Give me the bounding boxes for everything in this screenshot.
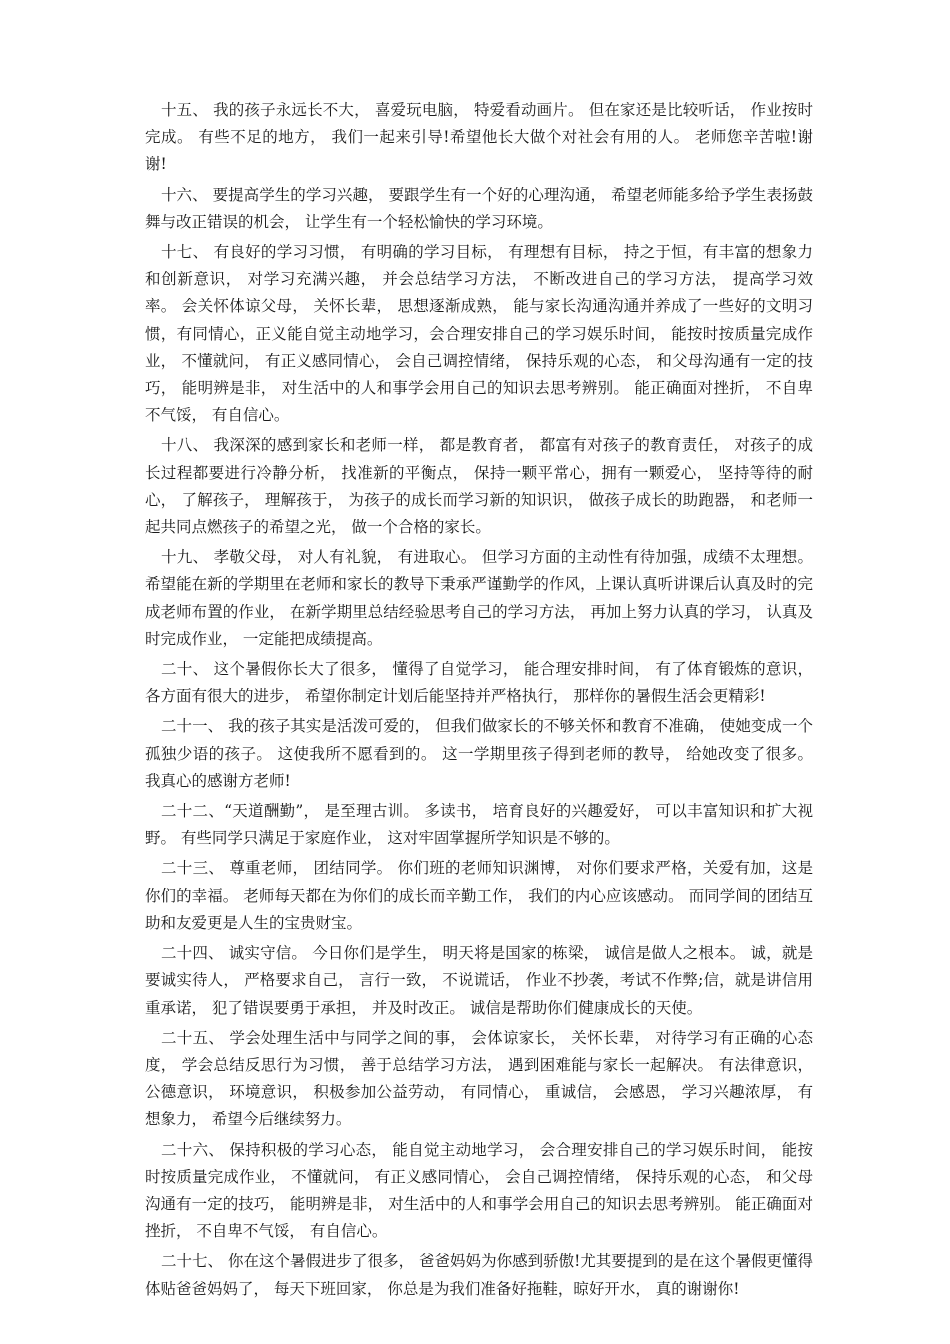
paragraph-19: 十九、 孝敬父母， 对人有礼貌， 有进取心。 但学习方面的主动性有待加强，成绩不太理想。希望能在新的学期里在老师和家长的教导下秉承严谨勤学的作风，上课认真听讲课后认真及时的完成老师布置的作业， 在新学期里总结经验思考自己的学习方法， 再加上努力认真的学习， 认真及时完成作业， 一定能把成绩提高。 [145,548,813,648]
paragraph-17: 十七、 有良好的学习习惯， 有明确的学习目标， 有理想有目标， 持之于恒，有丰富的想象力和创新意识， 对学习充满兴趣， 并会总结学习方法， 不断改进自己的学习方法， 提高学习效率。 会关怀体谅父母， 关怀长辈， 思想逐渐成熟， 能与家长沟通沟通并养成了一些好的文明习惯，有同情心，正义能自觉主动地学习，会合理安排自己的学习娱乐时间， 能按时按质量完成作业， 不懂就问， 有正义感同情心， 会自己调控情绪， 保持乐观的心态， 和父母沟通有一定的技巧， 能明辨是非， 对生活中的人和事学会用自己的知识去思考辨别。 能正确面对挫折， 不自卑不气馁， 有自信心。 [145,243,813,425]
paragraph-23: 二十三、 尊重老师， 团结同学。 你们班的老师知识渊博， 对你们要求严格，关爱有加，这是你们的幸福。 老师每天都在为你们的成长而辛勤工作， 我们的内心应该感动。 而同学间的团结互助和友爱更是人生的宝贵财宝。 [145,859,813,932]
paragraph-25: 二十五、 学会处理生活中与同学之间的事， 会体谅家长， 关怀长辈， 对待学习有正确的心态度， 学会总结反思行为习惯， 善于总结学习方法， 遇到困难能与家长一起解决。 有法律意识， 公德意识， 环境意识， 积极参加公益劳动， 有同情心， 重诚信， 会感恩， 学习兴趣浓厚， 有想象力， 希望今后继续努力。 [145,1028,813,1129]
paragraph-24: 二十四、 诚实守信。 今日你们是学生， 明天将是国家的栋梁， 诚信是做人之根本。 诚，就是要诚实待人， 严格要求自己， 言行一致， 不说谎话， 作业不抄袭，考试不作弊;信，就是讲信用重承诺， 犯了错误要勇于承担， 并及时改正。 诚信是帮助你们健康成长的天使。 [145,944,813,1017]
paragraph-27: 二十七、 你在这个暑假进步了很多， 爸爸妈妈为你感到骄傲!尤其要提到的是在这个暑假更懂得体贴爸爸妈妈了， 每天下班回家， 你总是为我们准备好拖鞋，晾好开水， 真的谢谢你! [145,1252,813,1298]
document-body [145,97,813,1306]
paragraph-18: 十八、 我深深的感到家长和老师一样， 都是教育者， 都富有对孩子的教育责任， 对孩子的成长过程都要进行冷静分析， 找准新的平衡点， 保持一颗平常心，拥有一颗爱心， 坚持等待的耐心， 了解孩子， 理解孩于， 为孩子的成长而学习新的知识识， 做孩子成长的助跑器， 和老师一起共同点燃孩子的希望之光， 做一个合格的家长。 [145,436,813,537]
paragraph-20: 二十、 这个暑假你长大了很多， 懂得了自觉学习， 能合理安排时间， 有了体育锻炼的意识， 各方面有很大的进步， 希望你制定计划后能坚持并严格执行， 那样你的暑假生活会更精彩! [145,660,813,706]
paragraph-22: 二十二、“天道酬勤”， 是至理古训。 多读书， 培育良好的兴趣爱好， 可以丰富知识和扩大视野。 有些同学只满足于家庭作业， 这对牢固掌握所学知识是不够的。 [145,802,813,848]
paragraph-21: 二十一、 我的孩子其实是活泼可爱的， 但我们做家长的不够关怀和教育不准确， 使她变成一个孤独少语的孩子。 这使我所不愿看到的。 这一学期里孩子得到老师的教导， 给她改变了很多。 我真心的感谢方老师! [145,717,813,790]
paragraph-15: 十五、 我的孩子永远长不大， 喜爱玩电脑， 特爱看动画片。 但在家还是比较听话， 作业按时完成。 有些不足的地方， 我们一起来引导!希望他长大做个对社会有用的人。 老师您辛苦啦!谢谢! [145,101,813,174]
paragraph-16: 十六、 要提高学生的学习兴趣， 要跟学生有一个好的心理沟通， 希望老师能多给予学生表扬鼓舞与改正错误的机会， 让学生有一个轻松愉快的学习环境。 [145,185,813,231]
paragraph-26: 二十六、 保持积极的学习心态， 能自觉主动地学习， 会合理安排自己的学习娱乐时间， 能按时按质量完成作业， 不懂就问， 有正义感同情心， 会自己调控情绪， 保持乐观的心态， 和父母沟通有一定的技巧， 能明辨是非， 对生活中的人和事学会用自己的知识去思考辨别。 能正确面对挫折， 不自卑不气馁， 有自信心。 [145,1140,813,1241]
